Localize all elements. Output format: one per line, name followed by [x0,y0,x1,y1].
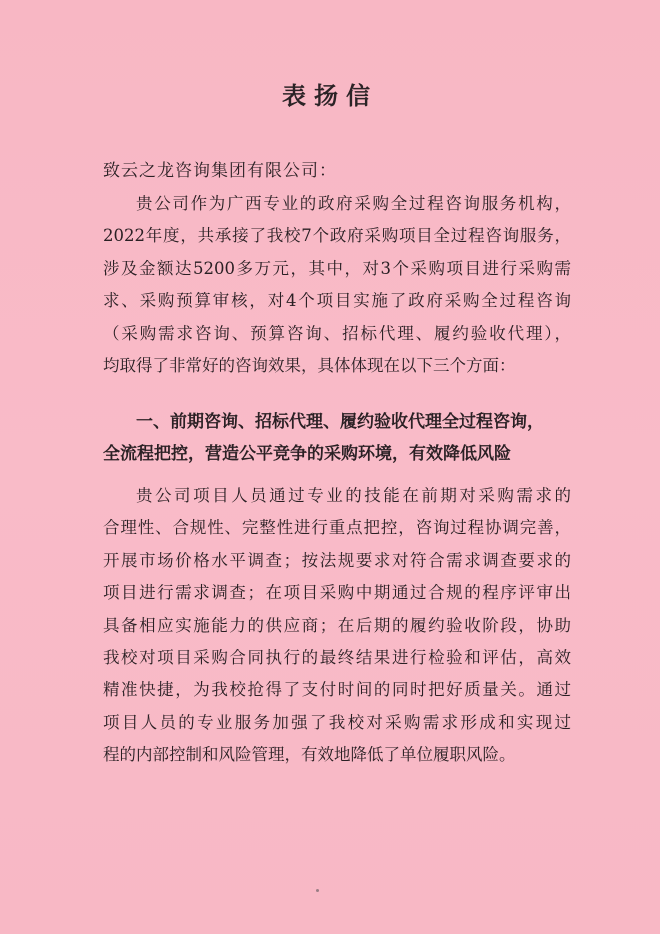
salutation: 致云之龙咨询集团有限公司： [103,161,337,181]
paragraph-line: 程的内部控制和风险管理，有效地降低了单位履职风险。 [103,745,516,765]
paragraph-line: 精准快捷，为我校抢得了支付时间的同时把好质量关。通过 [103,680,571,700]
paragraph-line: 涉及金额达5200多万元，其中，对3个采购项目进行采购需 [103,258,571,278]
letter-title: 表扬信 [282,81,378,110]
paragraph-line: 求、采购预算审核，对4个项目实施了政府采购全过程咨询 [103,291,571,311]
paragraph-line: 合理性、合规性、完整性进行重点把控，咨询过程协调完善， [103,518,571,538]
heading-line: 全流程把控，营造公平竞争的采购环境，有效降低风险 [103,444,511,464]
paragraph-line: 项目人员的专业服务加强了我校对采购需求形成和实现过 [103,712,571,732]
paragraph-line: 我校对项目采购合同执行的最终结果进行检验和评估，高效 [103,647,571,667]
paragraph-intro [103,188,571,382]
paragraph-line: 项目进行需求调查；在项目采购中期通过合规的程序评审出 [103,583,571,603]
paragraph-section-1 [103,480,571,772]
scan-speck [316,889,319,892]
paragraph-line: 具备相应实施能力的供应商；在后期的履约验收阶段，协助 [103,615,571,635]
paragraph-line: 贵公司项目人员通过专业的技能在前期对采购需求的 [136,486,571,505]
paragraph-line: 2022年度，共承接了我校7个政府采购项目全过程咨询服务， [103,226,571,246]
paragraph-line: 贵公司作为广西专业的政府采购全过程咨询服务机构， [136,194,571,213]
heading-line: 一、前期咨询、招标代理、履约验收代理全过程咨询， [136,412,544,432]
paragraph-line: 均取得了非常好的咨询效果，具体体现在以下三个方面： [103,355,516,375]
paragraph-line: （采购需求咨询、预算咨询、招标代理、履约验收代理）， [103,323,571,343]
section-heading-1 [103,406,573,470]
paragraph-line: 开展市场价格水平调查；按法规要求对符合需求调查要求的 [103,550,571,570]
